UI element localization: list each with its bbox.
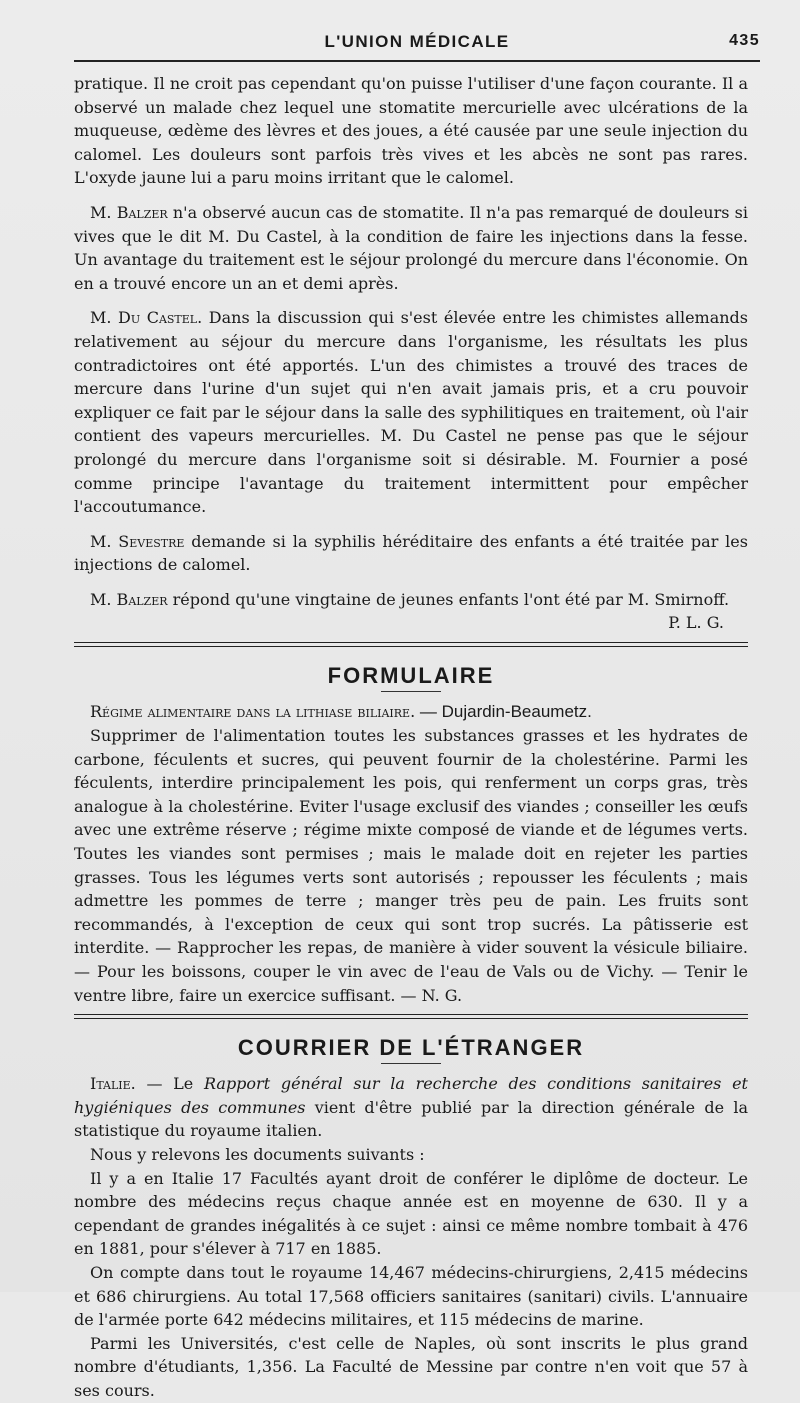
formula-title: Régime alimentaire dans la lithiase biliaire. (90, 702, 416, 722)
formula-heading (74, 700, 748, 724)
courrier-text: vient d'être publié par la direction générale de la statistique du royaume italien. (74, 1097, 748, 1141)
title-underline (381, 1063, 441, 1064)
section-title-formulaire: FORMULAIRE (327, 663, 495, 689)
formula-author: — Dujardin-Beaumetz. (415, 702, 592, 722)
section-divider (74, 1014, 748, 1019)
courrier-paragraph: On compte dans tout le royaume 14,467 médecins-chirurgiens, 2,415 médecins et 686 chirurgiens. Au total 17,568 officiers sanitaires (sanitari) civils. L'annuaire de l'armée porte 642 médecins militaires, et 115 médecins de marine. (74, 1262, 748, 1330)
section-divider (74, 642, 748, 647)
running-header (74, 28, 760, 58)
header-rule (74, 60, 760, 62)
speaker-name: M. Balzer (90, 589, 168, 609)
section-title-courrier: COURRIER DE L'ÉTRANGER (237, 1035, 585, 1061)
title-underline (381, 691, 441, 692)
courrier-paragraph: Il y a en Italie 17 Facultés ayant droit de conférer le diplôme de docteur. Le nombre des médecins reçus chaque année est en moyenne de 630. Il y a cependant de grandes inégalités à ce sujet : ainsi ce même nombre tombait à 476 en 1881, pour s'élever à 717 en 1885. (74, 1168, 748, 1259)
speaker-text: répond qu'une vingtaine de jeunes enfants l'ont été par M. Smirnoff. (167, 589, 730, 609)
discussion-paragraph (74, 588, 748, 612)
page-number: 435 (729, 32, 760, 49)
speaker-text: n'a observé aucun cas de stomatite. Il n'a pas remarqué de douleurs si vives que le dit M. Du Castel, à la condition de faire les injections dans la fesse. Un avantage du traitement est le séjour prolongé du mercure dans l'économie. On en a trouvé encore un an et demi après. (74, 202, 748, 293)
report-title: Rapport général sur la recherche des conditions sanitaires et hygiéniques des communes (74, 1074, 748, 1117)
discussion-paragraph (74, 201, 748, 295)
speaker-name: M. Du Castel. (90, 308, 203, 328)
courrier-paragraph (74, 1072, 748, 1143)
country-label: Italie. (90, 1074, 136, 1094)
speaker-text: demande si la syphilis héréditaire des enfants a été traitée par les injections de calomel. (74, 531, 748, 575)
signature: P. L. G. (668, 613, 724, 633)
discussion-paragraph (74, 306, 748, 518)
journal-title: L'UNION MÉDICALE (324, 32, 510, 51)
discussion-paragraph (74, 530, 748, 577)
courrier-paragraph: Nous y relevons les documents suivants : (90, 1144, 425, 1164)
courrier-text: — Le (135, 1074, 204, 1094)
courrier-paragraph: Parmi les Universités, c'est celle de Naples, où sont inscrits le plus grand nombre d'étudiants, 1,356. La Faculté de Messine par contre n'en voit que 57 à ses cours. (74, 1333, 748, 1400)
discussion-paragraph: pratique. Il ne croit pas cependant qu'on puisse l'utiliser d'une façon courante. Il a observé un malade chez lequel une stomatite mercurielle avec ulcérations de la muqueuse, œdème des lèvres et des joues, a été causée par une seule injection du calomel. Les douleurs sont parfois très vives et les abcès ne sont pas rares. L'oxyde jaune lui a paru moins irritant que le calomel. (74, 74, 748, 188)
speaker-text: Dans la discussion qui s'est élevée entre les chimistes allemands relativement au séjour du mercure dans l'organisme, les résultats les plus contradictoires ont été apportés. L'un des chimistes a trouvé des traces de mercure dans l'urine d'un sujet qui n'en avait jamais pris, et a cru pouvoir expliquer ce fait par le séjour dans la salle des syphilitiques en traitement, où l'air contient des vapeurs mercurielles. M. Du Castel ne pense pas que le séjour prolongé du mercure dans l'organisme soit si désirable. M. Fournier a posé comme principe l'avantage du traitement intermittent pour empêcher l'accoutumance. (74, 308, 749, 517)
speaker-name: M. Sevestre (90, 531, 185, 551)
page-body (74, 72, 748, 1403)
speaker-name: M. Balzer (90, 202, 168, 222)
formula-paragraph: Supprimer de l'alimentation toutes les substances grasses et les hydrates de carbone, féculents et sucres, qui peuvent fournir de la cholestérine. Parmi les féculents, interdire principalement les pois, qui renferment un corps gras, très analogue à la cholestérine. Eviter l'usage exclusif des viandes ; conseiller les œufs avec une extrême réserve ; régime mixte composé de viande et de légumes verts. Toutes les viandes sont permises ; mais le malade doit en rejeter les parties grasses. Tous les légumes verts sont autorisés ; repousser les féculents ; mais admettre les pommes de terre ; manger très peu de pain. Les fruits sont recommandés, à l'exception de ceux qui sont trop sucrés. La pâtisserie est interdite. — Rapprocher les repas, de manière à vider souvent la vésicule biliaire. — Pour les boissons, couper le vin avec de l'eau de Vals ou de Vichy. — Tenir le ventre libre, faire un exercice suffisant. — N. G. (74, 726, 748, 1005)
